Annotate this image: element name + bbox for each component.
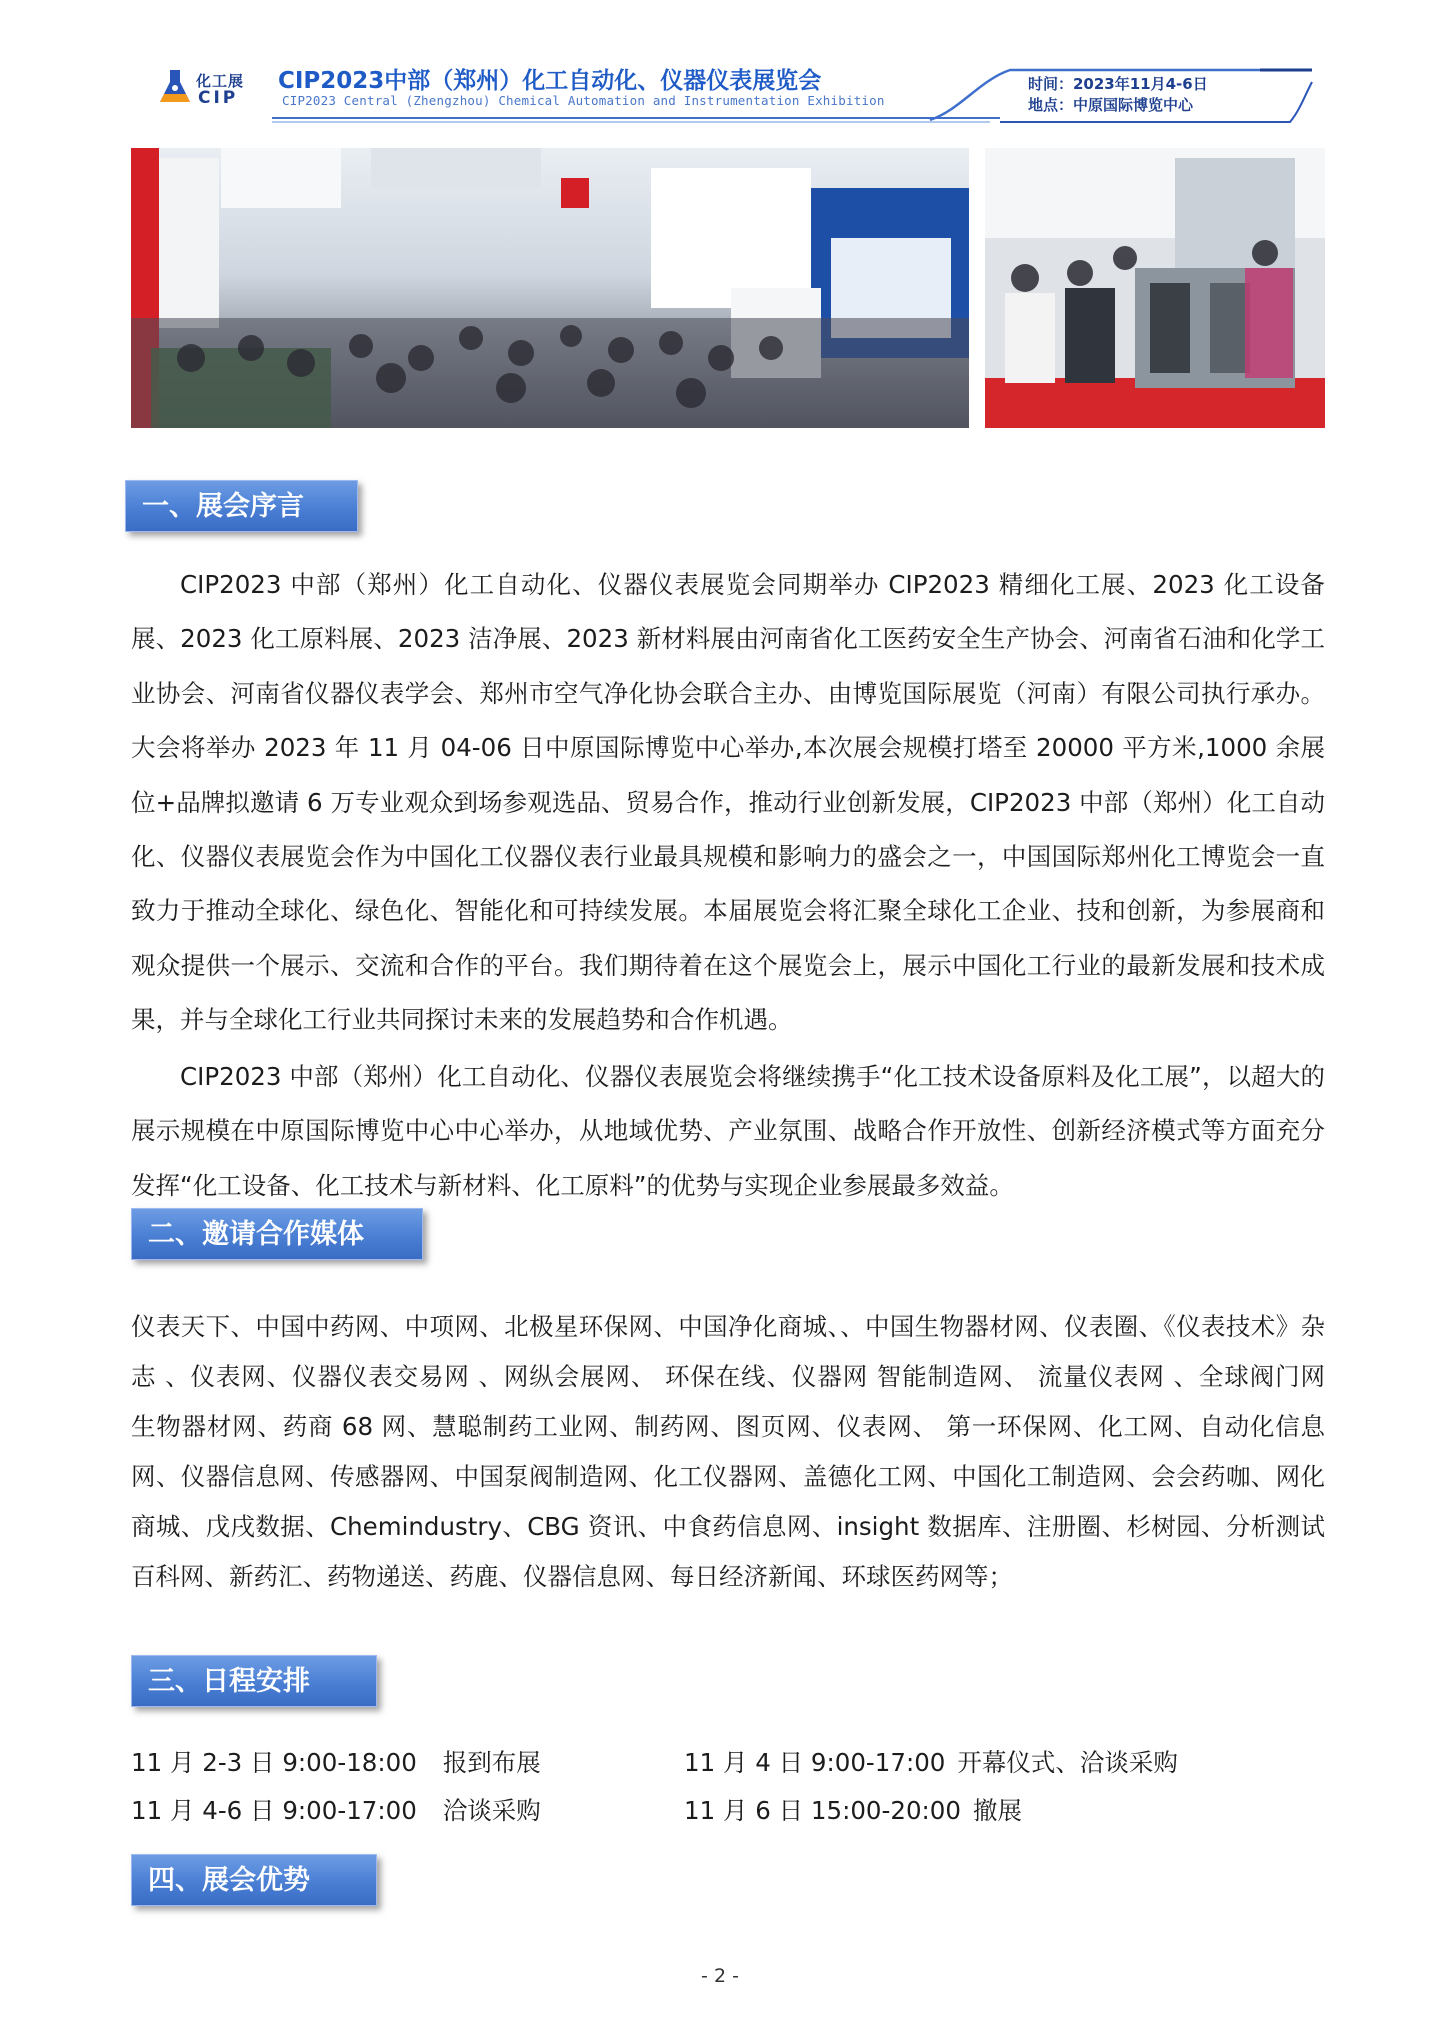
schedule-time: 11 月 4 日 9:00-17:00	[684, 1748, 946, 1777]
schedule-time: 11 月 6 日 15:00-20:00	[684, 1796, 961, 1825]
schedule-event: 开幕仪式、洽谈采购	[957, 1748, 1178, 1777]
logo-text-en: CIP	[198, 88, 239, 108]
schedule-item	[684, 1744, 1178, 1779]
header-venue: 地点：中原国际博览中心	[1028, 96, 1194, 114]
schedule-event: 报到布展	[442, 1748, 541, 1777]
section-heading-advantages: 四、展会优势	[131, 1854, 377, 1906]
intro-paragraph-1: CIP2023 中部（郑州）化工自动化、仪器仪表展览会同期举办 CIP2023 精细化工展、2023 化工设备展、2023 化工原料展、2023 洁净展、2023 新材料展由河南省化工医药安全生产协会、河南省石油和化学工业协会、河南省仪器仪表学会、郑州市空气净化协会联合主办、由博览国际展览（河南）有限公司执行承办。大会将举办 2023 年 11 月 04-06 日中原国际博览中心举办,本次展会规模打塔至 20000 平方米,1000 余展位+品牌拟邀请 6 万专业观众到场参观选品、贸易合作，推动行业创新发展，CIP2023 中部（郑州）化工自动化、仪器仪表展览会作为中国化工仪器仪表行业最具规模和影响力的盛会之一，中国国际郑州化工博览会一直致力于推动全球化、绿色化、智能化和可持续发展。本届展览会将汇聚全球化工企业、技和创新，为参展商和观众提供一个展示、交流和合作的平台。我们期待着在这个展览会上，展示中国化工行业的最新发展和技术成果，并与全球化工行业共同探讨未来的发展趋势和合作机遇。	[131, 570, 1325, 1035]
header-time-venue	[1028, 74, 1208, 116]
exhibition-title: CIP2023中部（郑州）化工自动化、仪器仪表展览会	[278, 68, 822, 94]
schedule-item	[131, 1744, 541, 1779]
schedule-item	[131, 1792, 541, 1827]
intro-paragraph-2: CIP2023 中部（郑州）化工自动化、仪器仪表展览会将继续携手“化工技术设备原料及化工展”，以超大的展示规模在中原国际博览中心中心举办，从地域优势、产业氛围、战略合作开放性、创新经济模式等方面充分发挥“化工设备、化工技术与新材料、化工原料”的优势与实现企业参展最多效益。	[131, 1062, 1325, 1200]
equipment-photo-image	[985, 148, 1325, 428]
schedule-event: 洽谈采购	[442, 1796, 541, 1825]
section-heading-intro: 一、展会序言	[125, 480, 358, 532]
schedule-time: 11 月 4-6 日 9:00-17:00	[131, 1796, 417, 1825]
schedule-time: 11 月 2-3 日 9:00-18:00	[131, 1748, 417, 1777]
page-header	[0, 0, 1440, 130]
crowd-photo-image	[131, 148, 969, 428]
schedule-event: 撤展	[972, 1796, 1022, 1825]
exhibition-equipment-photo	[985, 148, 1325, 428]
exhibition-crowd-photo	[131, 148, 969, 428]
section-heading-schedule: 三、日程安排	[131, 1655, 377, 1707]
header-time: 时间：2023年11月4-6日	[1028, 75, 1208, 93]
exhibition-title-en: CIP2023 Central (Zhengzhou) Chemical Automation and Instrumentation Exhibition	[282, 93, 885, 108]
section-heading-media: 二、邀请合作媒体	[131, 1208, 423, 1260]
page-number: - 2 -	[701, 1965, 739, 1987]
schedule-item	[684, 1792, 1022, 1827]
media-partners-list: 仪表天下、中国中药网、中项网、北极星环保网、中国净化商城、、中国生物器材网、仪表圈、《仪表技术》杂志 、仪表网、仪器仪表交易网 、网纵会展网、 环保在线、仪器网 智能制造网、 流量仪表网 、全球阀门网 生物器材网、药商 68 网、慧聪制药工业网、制药网、图页网、仪表网、 第一环保网、化工网、自动化信息网、仪器信息网、传感器网、中国泵阀制造网、化工仪器网、盖德化工网、中国化工制造网、会会药咖、网化商城、戊戌数据、Chemindustry、CBG 资讯、中食药信息网、insight 数据库、注册圈、杉树园、分析测试百科网、新药汇、药物递送、药鹿、仪器信息网、每日经济新闻、环球医药网等；	[131, 1312, 1350, 1591]
logo-text-cn: 化工展	[196, 72, 245, 90]
